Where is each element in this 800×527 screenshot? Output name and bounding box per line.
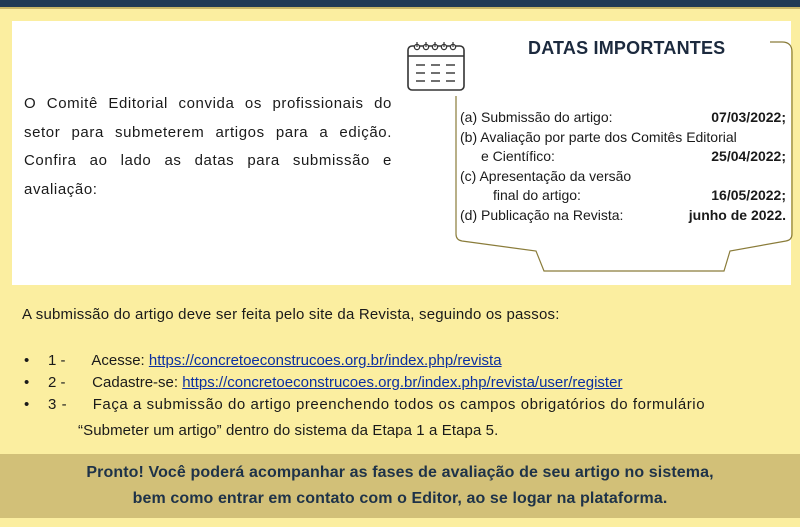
step-link-register[interactable]: https://concretoeconstrucoes.org.br/index.php/revista/user/register — [182, 374, 623, 391]
step-text: Acesse: — [91, 352, 145, 369]
dates-title: DATAS IMPORTANTES — [528, 38, 726, 58]
date-label: (b) Avaliação por parte dos Comitês Editorial — [460, 128, 737, 145]
step-number: 3 - — [48, 396, 68, 413]
date-item-evaluation-label — [460, 128, 786, 148]
step-number: 2 - — [48, 374, 66, 391]
step-3-continuation: “Submeter um artigo” dentro do sistema da Etapa 1 a Etapa 5. — [78, 422, 499, 439]
step-item-3 — [22, 394, 782, 416]
date-item-publication — [460, 206, 786, 226]
bullet-icon: • — [24, 374, 30, 391]
date-label: (a) Submissão do artigo: — [460, 109, 613, 125]
date-value: 25/04/2022; — [711, 148, 786, 164]
steps-intro: A submissão do artigo deve ser feita pelo site da Revista, seguindo os passos: — [22, 306, 560, 323]
important-dates-box — [448, 38, 796, 272]
bullet-icon: • — [24, 352, 30, 369]
footer-band — [0, 454, 800, 518]
footer-line-2: bem como entrar em contato com o Editor, ao se logar na plataforma. — [132, 490, 668, 507]
date-item-submission — [460, 108, 786, 128]
step-text: Cadastre-se: — [92, 374, 179, 391]
date-label-cont: final do artigo: — [493, 187, 581, 203]
date-label: (d) Publicação na Revista: — [460, 206, 624, 223]
date-label-cont: e Científico: — [481, 148, 555, 164]
intro-text: O Comitê Editorial convida os profissionais do setor para submeterem artigos para a edição. Confira ao lado as datas para submissão e avaliação: — [24, 95, 392, 198]
date-item-final-version-label — [460, 167, 786, 187]
bullet-icon: • — [24, 396, 30, 413]
date-item-evaluation — [460, 147, 786, 167]
step-item-1 — [22, 350, 782, 372]
calendar-icon — [406, 38, 470, 94]
date-value: 16/05/2022; — [711, 187, 786, 203]
submission-steps-section — [22, 306, 782, 442]
steps-list — [22, 350, 782, 416]
date-label: (c) Apresentação da versão — [460, 167, 632, 184]
footer-line-1: Pronto! Você poderá acompanhar as fases de avaliação de seu artigo no sistema, — [86, 464, 714, 481]
top-bar — [0, 0, 800, 9]
step-link-revista[interactable]: https://concretoeconstrucoes.org.br/index.php/revista — [148, 352, 502, 369]
bottom-strip — [0, 518, 800, 527]
step-item-2 — [22, 372, 782, 394]
dates-list — [460, 108, 786, 225]
step-number: 1 - — [48, 352, 66, 369]
date-item-final-version — [460, 186, 786, 206]
step-text: Faça a submissão do artigo preenchendo todos os campos obrigatórios do formulário — [92, 396, 706, 413]
date-value: junho de 2022. — [688, 206, 786, 223]
date-value: 07/03/2022; — [711, 109, 786, 125]
